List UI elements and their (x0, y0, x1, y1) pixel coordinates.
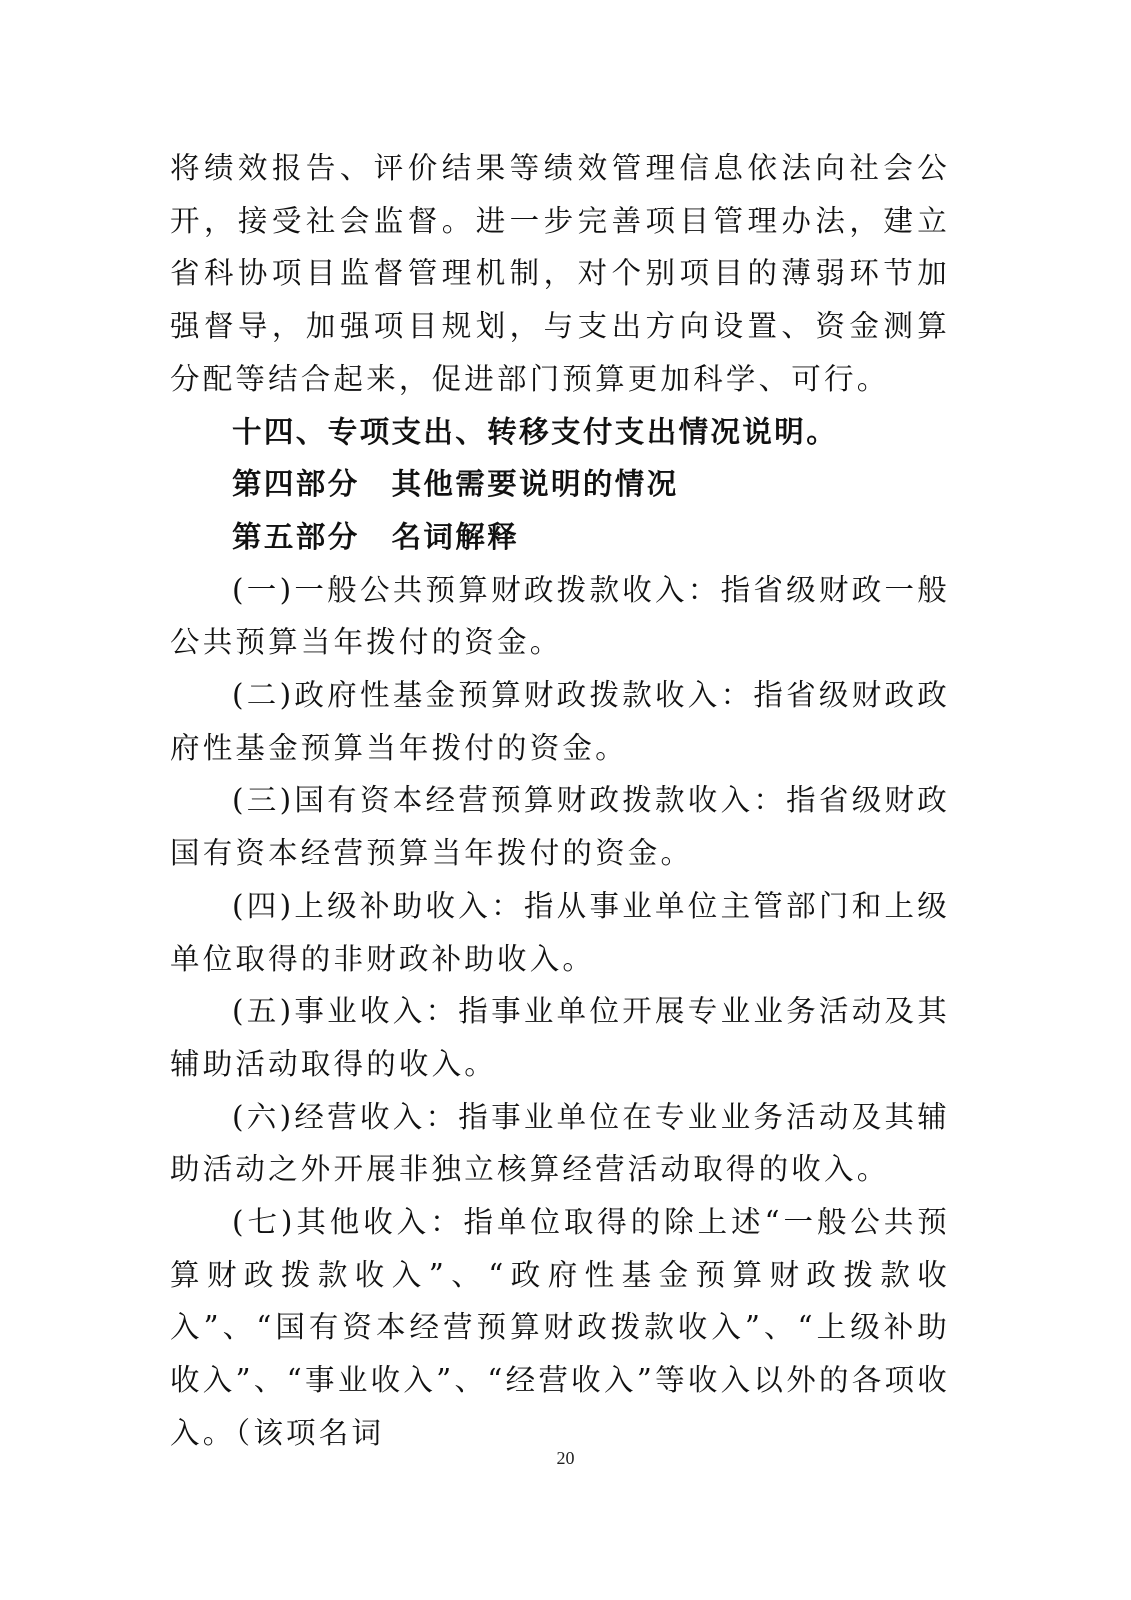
part-four-heading: 第四部分 其他需要说明的情况 (232, 467, 679, 502)
paragraph-performance-disclosure: 将绩效报告、评价结果等绩效管理信息依法向社会公开，接受社会监督。进一步完善项目管理办法，建立省科协项目监督管理机制，对个别项目的薄弱环节加强督导，加强项目规划，与支出方向设置、资金测算分配等结合起来，促进部门预算更加科学、可行。 (170, 151, 950, 396)
page-number: 20 (556, 1448, 575, 1468)
term-operating-income: (六)经营收入：指事业单位在专业业务活动及其辅助活动之外开展非独立核算经营活动取得的收入。 (170, 1099, 950, 1187)
term-business-income: (五)事业收入：指事业单位开展专业业务活动及其辅助活动取得的收入。 (170, 994, 950, 1081)
term-government-fund-budget: (二)政府性基金预算财政拨款收入：指省级财政政府性基金预算当年拨付的资金。 (170, 678, 950, 765)
term-superior-subsidy: (四)上级补助收入：指从事业单位主管部门和上级单位取得的非财政补助收入。 (170, 888, 950, 976)
term-general-public-budget: (一)一般公共预算财政拨款收入：指省级财政一般公共预算当年拨付的资金。 (170, 572, 950, 660)
section-heading-special-expenditure: 十四、专项支出、转移支付支出情况说明。 (232, 414, 839, 449)
document-body (170, 142, 950, 1460)
part-five-heading: 第五部分 名词解释 (232, 519, 520, 554)
term-state-capital-budget: (三)国有资本经营预算财政拨款收入：指省级财政国有资本经营预算当年拨付的资金。 (170, 783, 950, 871)
term-other-income: (七)其他收入：指单位取得的除上述“一般公共预算财政拨款收入”、“政府性基金预算财政拨款收入”、“国有资本经营预算财政拨款收入”、“上级补助收入”、“事业收入”、“经营收入”等收入以外的各项收入。（该项名词 (170, 1205, 950, 1450)
